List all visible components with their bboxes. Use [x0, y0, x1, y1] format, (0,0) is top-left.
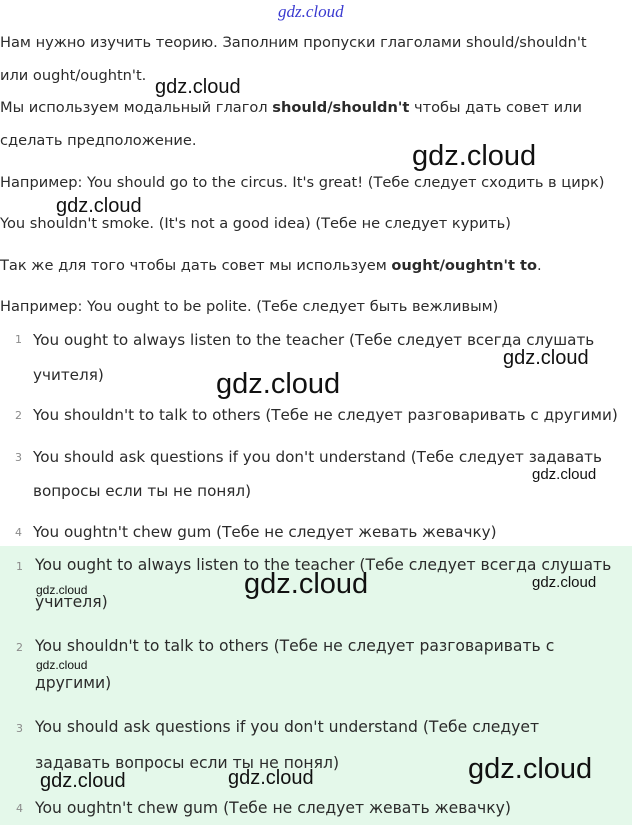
watermark: gdz.cloud	[36, 658, 88, 672]
list-item-continuation: вопросы если ты не понял)	[33, 482, 252, 500]
should-rule-pre: Мы используем модальный глагол	[0, 99, 273, 116]
watermark: gdz.cloud	[532, 574, 597, 591]
should-rule-bold: should/shouldn't	[272, 99, 410, 116]
ought-rule-bold: ought/oughtn't to	[391, 257, 538, 274]
watermark: gdz.cloud	[412, 140, 537, 172]
list-item-continuation: учителя)	[33, 366, 104, 384]
watermark: gdz.cloud	[56, 195, 142, 217]
watermark: gdz.cloud	[36, 583, 88, 597]
theory-intro-line2: или ought/oughtn't.	[0, 67, 147, 84]
list-item-number: 2	[15, 409, 22, 422]
list-item-number: 1	[15, 333, 22, 346]
list-item: You ought to always listen to the teacher (Тебе следует всегда слушать	[33, 331, 595, 349]
list-item-number: 3	[15, 451, 22, 464]
list-item: You should ask questions if you don't understand (Тебе следует задавать	[33, 448, 602, 466]
list-item-number: 1	[16, 560, 23, 573]
list-item-number: 3	[16, 722, 23, 735]
theory-example3: Например: You ought to be polite. (Тебе следует быть вежливым)	[0, 298, 499, 315]
watermark: gdz.cloud	[40, 770, 126, 792]
watermark: gdz.cloud	[532, 466, 597, 483]
list-item: You shouldn't to talk to others (Тебе не следует разговаривать с	[35, 637, 555, 655]
watermark: gdz.cloud	[468, 753, 593, 785]
watermark: gdz.cloud	[216, 368, 341, 400]
theory-intro-line1: Нам нужно изучить теорию. Заполним пропуски глаголами should/shouldn't	[0, 34, 587, 51]
watermark: gdz.cloud	[155, 76, 241, 98]
theory-example2: You shouldn't smoke. (It's not a good idea) (Тебе не следует курить)	[0, 215, 511, 232]
theory-ought-rule	[0, 256, 542, 276]
list-item: You oughtn't chew gum (Тебе не следует жевать жевачку)	[33, 523, 497, 541]
list-item: You oughtn't chew gum (Тебе не следует жевать жевачку)	[35, 799, 511, 817]
watermark: gdz.cloud	[244, 568, 369, 600]
theory-should-rule	[0, 98, 582, 118]
watermark: gdz.cloud	[503, 347, 589, 369]
list-item-number: 4	[16, 802, 23, 815]
list-item-continuation: учителя)	[35, 593, 108, 611]
ought-rule-pre: Так же для того чтобы дать совет мы используем	[0, 257, 392, 274]
list-item-continuation: задавать вопросы если ты не понял)	[35, 754, 340, 772]
watermark: gdz.cloud	[278, 2, 344, 21]
ought-rule-post: .	[537, 257, 542, 274]
watermark: gdz.cloud	[228, 767, 314, 789]
list-item-number: 2	[16, 641, 23, 654]
list-item-number: 4	[15, 526, 22, 539]
list-item-continuation: другими)	[35, 674, 112, 692]
list-item: You shouldn't to talk to others (Тебе не следует разговаривать с другими)	[33, 406, 618, 424]
list-item: You should ask questions if you don't understand (Тебе следует	[35, 718, 540, 736]
should-rule-post: чтобы дать совет или	[409, 99, 582, 116]
theory-should-rule-line2: сделать предположение.	[0, 132, 197, 149]
list-item: You ought to always listen to the teacher (Тебе следует всегда слушать	[35, 556, 612, 574]
theory-example1: Например: You should go to the circus. It's great! (Тебе следует сходить в цирк)	[0, 174, 605, 191]
